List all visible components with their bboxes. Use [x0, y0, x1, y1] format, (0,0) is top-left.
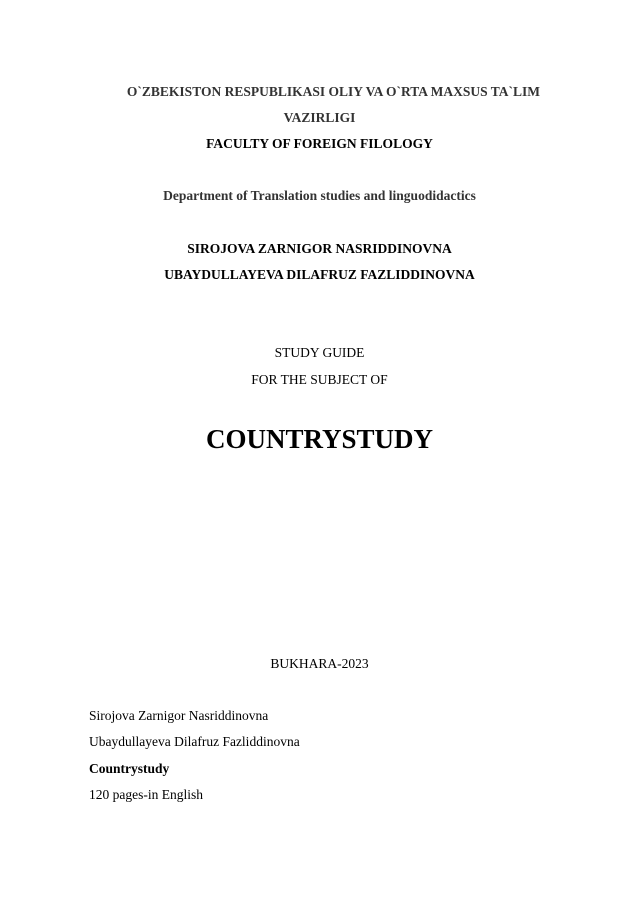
study-guide-label: STUDY GUIDE	[274, 345, 365, 360]
ministry-name-line-2: VAZIRLIGI	[283, 110, 356, 125]
department-name: Department of Translation studies and linguodidactics	[163, 188, 476, 203]
subject-label: FOR THE SUBJECT OF	[251, 372, 388, 387]
author-name-2: UBAYDULLAYEVA DILAFRUZ FAZLIDDINOVNA	[164, 267, 475, 282]
ministry-name-line-1: O`ZBEKISTON RESPUBLIKASI OLIY VA O`RTA MAXSUS TA`LIM	[126, 84, 541, 99]
bibliographic-pages: 120 pages-in English	[89, 787, 203, 802]
bibliographic-author-2: Ubaydullayeva Dilafruz Fazliddinovna	[89, 734, 300, 749]
faculty-name: FACULTY OF FOREIGN FILOLOGY	[206, 136, 433, 151]
city-year: BUKHARA-2023	[270, 656, 369, 671]
bibliographic-author-1: Sirojova Zarnigor Nasriddinovna	[89, 708, 269, 723]
subject-title: COUNTRYSTUDY	[205, 424, 434, 454]
bibliographic-title: Countrystudy	[89, 761, 170, 776]
author-name-1: SIROJOVA ZARNIGOR NASRIDDINOVNA	[187, 241, 452, 256]
